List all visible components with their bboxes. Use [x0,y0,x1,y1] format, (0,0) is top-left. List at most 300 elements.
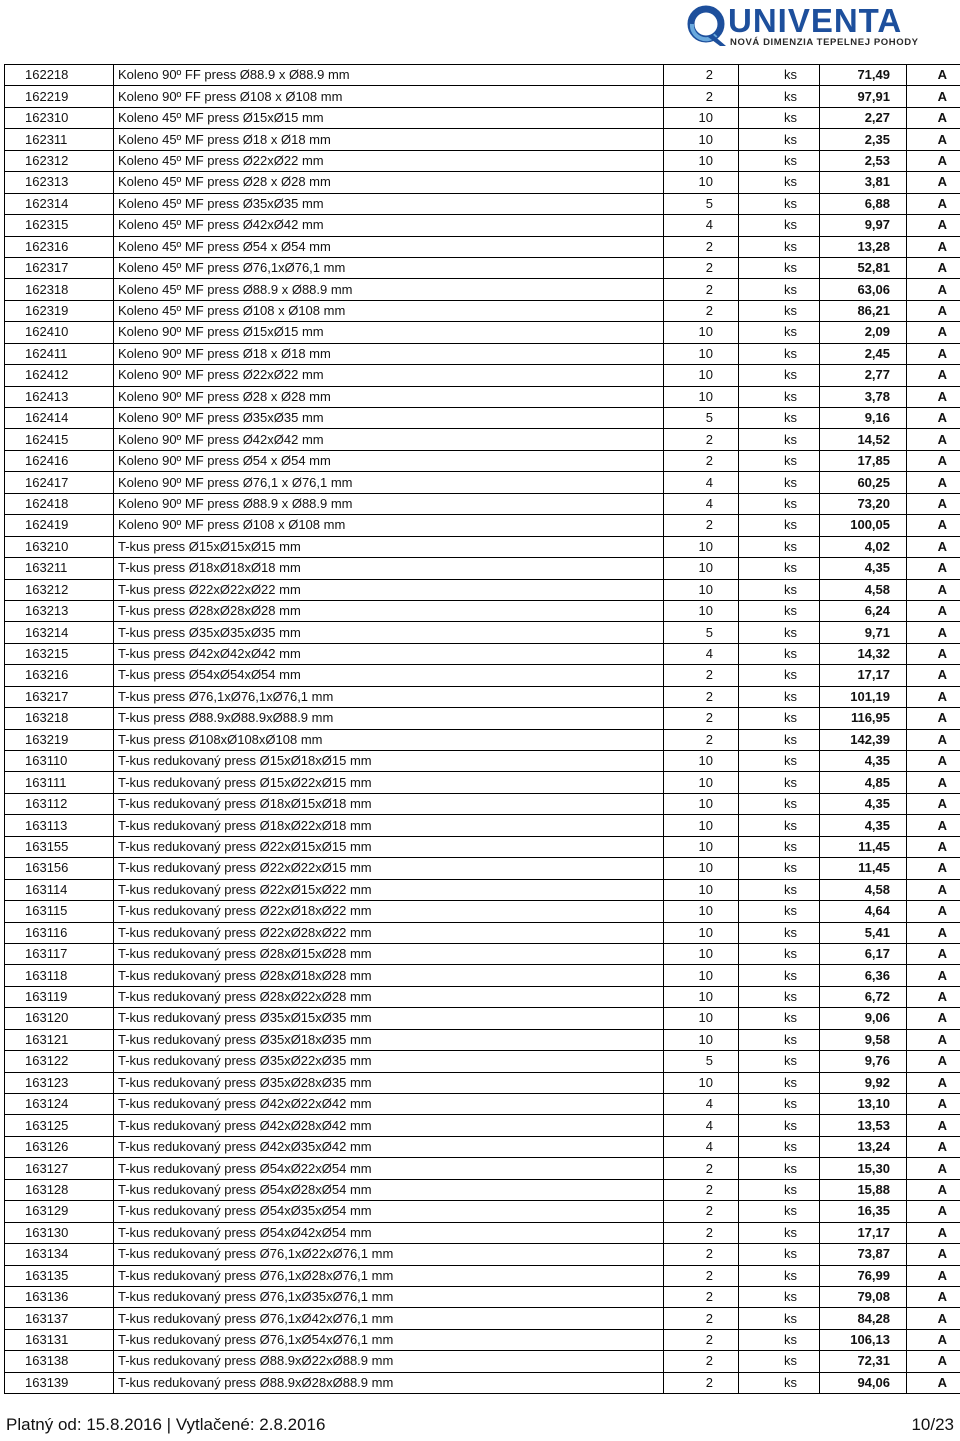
table-row [5,901,960,922]
item-unit: ks [739,536,820,557]
item-unit: ks [739,215,820,236]
item-quantity: 2 [664,1158,739,1179]
item-quantity: 2 [664,86,739,107]
item-code: 163121 [5,1029,114,1050]
item-code: 162316 [5,236,114,257]
item-class: A [907,429,960,450]
item-description: T-kus press Ø35xØ35xØ35 mm [114,622,664,643]
item-class: A [907,1029,960,1050]
item-class: A [907,1051,960,1072]
item-class: A [907,365,960,386]
item-description: T-kus redukovaný press Ø76,1xØ22xØ76,1 mm [114,1244,664,1265]
item-quantity: 2 [664,279,739,300]
item-description: T-kus press Ø54xØ54xØ54 mm [114,665,664,686]
item-class: A [907,1136,960,1157]
item-price: 4,64 [820,901,907,922]
item-description: T-kus redukovaný press Ø76,1xØ28xØ76,1 mm [114,1265,664,1286]
item-quantity: 10 [664,965,739,986]
item-price: 15,30 [820,1158,907,1179]
item-description: T-kus redukovaný press Ø22xØ15xØ22 mm [114,879,664,900]
item-description: Koleno 45º MF press Ø88.9 x Ø88.9 mm [114,279,664,300]
item-code: 163138 [5,1351,114,1372]
item-description: T-kus redukovaný press Ø18xØ15xØ18 mm [114,793,664,814]
item-description: T-kus redukovaný press Ø42xØ35xØ42 mm [114,1136,664,1157]
item-unit: ks [739,729,820,750]
item-code: 163134 [5,1244,114,1265]
item-code: 163217 [5,686,114,707]
item-code: 162315 [5,215,114,236]
item-quantity: 10 [664,386,739,407]
item-unit: ks [739,1158,820,1179]
item-code: 163214 [5,622,114,643]
item-description: T-kus redukovaný press Ø35xØ22xØ35 mm [114,1051,664,1072]
item-price: 84,28 [820,1308,907,1329]
item-unit: ks [739,257,820,278]
item-description: T-kus redukovaný press Ø35xØ28xØ35 mm [114,1072,664,1093]
item-description: Koleno 45º MF press Ø108 x Ø108 mm [114,300,664,321]
item-price: 13,10 [820,1094,907,1115]
item-price: 52,81 [820,257,907,278]
item-unit: ks [739,450,820,471]
item-description: T-kus redukovaný press Ø42xØ22xØ42 mm [114,1094,664,1115]
item-class: A [907,858,960,879]
item-quantity: 2 [664,686,739,707]
item-quantity: 10 [664,107,739,128]
item-class: A [907,772,960,793]
item-class: A [907,1072,960,1093]
item-price: 9,16 [820,408,907,429]
table-row [5,536,960,557]
item-price: 3,81 [820,172,907,193]
item-quantity: 5 [664,193,739,214]
item-code: 163117 [5,943,114,964]
table-row [5,1179,960,1200]
item-description: Koleno 45º MF press Ø76,1xØ76,1 mm [114,257,664,278]
item-code: 163215 [5,643,114,664]
item-description: Koleno 90º MF press Ø35xØ35 mm [114,408,664,429]
item-unit: ks [739,493,820,514]
item-class: A [907,1286,960,1307]
item-quantity: 2 [664,1286,739,1307]
item-price: 6,88 [820,193,907,214]
item-price: 73,20 [820,493,907,514]
item-unit: ks [739,1179,820,1200]
item-unit: ks [739,322,820,343]
item-class: A [907,836,960,857]
table-row [5,1286,960,1307]
item-quantity: 10 [664,815,739,836]
table-row [5,622,960,643]
item-code: 163136 [5,1286,114,1307]
item-quantity: 2 [664,1372,739,1393]
table-row [5,493,960,514]
item-class: A [907,65,960,86]
table-row [5,172,960,193]
table-row [5,86,960,107]
table-row [5,1008,960,1029]
item-price: 4,58 [820,879,907,900]
item-quantity: 2 [664,1201,739,1222]
item-class: A [907,1115,960,1136]
item-price: 72,31 [820,1351,907,1372]
item-code: 162417 [5,472,114,493]
table-row [5,257,960,278]
item-description: Koleno 90º MF press Ø15xØ15 mm [114,322,664,343]
item-price: 14,52 [820,429,907,450]
item-code: 162317 [5,257,114,278]
item-class: A [907,386,960,407]
item-description: T-kus redukovaný press Ø76,1xØ35xØ76,1 mm [114,1286,664,1307]
item-code: 162414 [5,408,114,429]
item-price: 5,41 [820,922,907,943]
item-unit: ks [739,751,820,772]
item-description: T-kus press Ø108xØ108xØ108 mm [114,729,664,750]
item-class: A [907,1329,960,1350]
table-row [5,107,960,128]
item-class: A [907,643,960,664]
univenta-swirl-icon [686,4,730,48]
item-class: A [907,579,960,600]
item-price: 4,02 [820,536,907,557]
item-price: 6,72 [820,986,907,1007]
item-price: 2,53 [820,150,907,171]
item-price: 4,35 [820,793,907,814]
item-price: 79,08 [820,1286,907,1307]
item-quantity: 10 [664,129,739,150]
item-code: 162411 [5,343,114,364]
item-quantity: 10 [664,322,739,343]
item-code: 163129 [5,1201,114,1222]
item-description: T-kus redukovaný press Ø88.9xØ22xØ88.9 mm [114,1351,664,1372]
item-price: 9,97 [820,215,907,236]
item-code: 162310 [5,107,114,128]
item-class: A [907,922,960,943]
item-class: A [907,408,960,429]
item-class: A [907,793,960,814]
item-quantity: 10 [664,150,739,171]
item-description: T-kus redukovaný press Ø76,1xØ54xØ76,1 mm [114,1329,664,1350]
item-price: 4,35 [820,751,907,772]
item-code: 162311 [5,129,114,150]
item-description: Koleno 90º MF press Ø42xØ42 mm [114,429,664,450]
table-row [5,836,960,857]
item-code: 163116 [5,922,114,943]
item-class: A [907,322,960,343]
table-row [5,236,960,257]
table-row [5,429,960,450]
item-class: A [907,665,960,686]
item-quantity: 10 [664,1072,739,1093]
item-price: 9,71 [820,622,907,643]
item-class: A [907,1094,960,1115]
item-class: A [907,815,960,836]
item-unit: ks [739,579,820,600]
item-price: 63,06 [820,279,907,300]
item-price: 13,24 [820,1136,907,1157]
item-description: T-kus redukovaný press Ø28xØ15xØ28 mm [114,943,664,964]
footer-page-number: 10/23 [911,1415,954,1434]
item-unit: ks [739,836,820,857]
item-code: 163113 [5,815,114,836]
item-code: 163210 [5,536,114,557]
item-class: A [907,943,960,964]
item-quantity: 4 [664,215,739,236]
footer-validity: Platný od: 15.8.2016 | Vytlačené: 2.8.2016 [6,1415,326,1434]
item-price: 2,77 [820,365,907,386]
item-unit: ks [739,1351,820,1372]
item-price: 2,09 [820,322,907,343]
item-unit: ks [739,901,820,922]
item-price: 86,21 [820,300,907,321]
item-quantity: 2 [664,1244,739,1265]
item-price: 142,39 [820,729,907,750]
item-code: 162319 [5,300,114,321]
table-row [5,150,960,171]
item-description: Koleno 90º MF press Ø54 x Ø54 mm [114,450,664,471]
item-description: Koleno 90º MF press Ø28 x Ø28 mm [114,386,664,407]
item-quantity: 10 [664,751,739,772]
item-quantity: 2 [664,515,739,536]
item-code: 163122 [5,1051,114,1072]
item-quantity: 2 [664,665,739,686]
item-quantity: 2 [664,1179,739,1200]
table-row [5,1051,960,1072]
item-unit: ks [739,1094,820,1115]
item-unit: ks [739,1329,820,1350]
item-code: 163111 [5,772,114,793]
item-price: 6,36 [820,965,907,986]
item-class: A [907,450,960,471]
item-class: A [907,193,960,214]
item-description: T-kus redukovaný press Ø54xØ42xØ54 mm [114,1222,664,1243]
item-quantity: 4 [664,472,739,493]
item-description: T-kus redukovaný press Ø22xØ22xØ15 mm [114,858,664,879]
item-unit: ks [739,386,820,407]
item-quantity: 10 [664,858,739,879]
item-class: A [907,1372,960,1393]
item-quantity: 5 [664,1051,739,1072]
table-row [5,729,960,750]
item-unit: ks [739,665,820,686]
item-unit: ks [739,686,820,707]
table-row [5,815,960,836]
item-code: 162219 [5,86,114,107]
item-code: 163125 [5,1115,114,1136]
table-row [5,1094,960,1115]
table-row [5,193,960,214]
item-quantity: 2 [664,236,739,257]
item-description: Koleno 45º MF press Ø28 x Ø28 mm [114,172,664,193]
item-unit: ks [739,772,820,793]
item-code: 163118 [5,965,114,986]
item-quantity: 10 [664,1029,739,1050]
table-row [5,343,960,364]
item-price: 9,58 [820,1029,907,1050]
item-code: 163120 [5,1008,114,1029]
item-class: A [907,129,960,150]
item-unit: ks [739,1244,820,1265]
table-row [5,943,960,964]
item-description: T-kus redukovaný press Ø42xØ28xØ42 mm [114,1115,664,1136]
item-unit: ks [739,1115,820,1136]
item-description: T-kus redukovaný press Ø28xØ18xØ28 mm [114,965,664,986]
item-price: 6,24 [820,600,907,621]
item-description: T-kus redukovaný press Ø22xØ18xØ22 mm [114,901,664,922]
table-row [5,515,960,536]
item-unit: ks [739,65,820,86]
table-row [5,1115,960,1136]
item-price: 11,45 [820,836,907,857]
item-class: A [907,257,960,278]
price-table-body [5,65,960,1394]
item-description: T-kus press Ø88.9xØ88.9xØ88.9 mm [114,708,664,729]
item-code: 163114 [5,879,114,900]
item-quantity: 10 [664,600,739,621]
table-row [5,686,960,707]
item-price: 9,76 [820,1051,907,1072]
item-price: 17,17 [820,665,907,686]
item-description: Koleno 45º MF press Ø22xØ22 mm [114,150,664,171]
item-unit: ks [739,300,820,321]
item-price: 3,78 [820,386,907,407]
item-class: A [907,215,960,236]
table-row [5,1244,960,1265]
item-price: 13,28 [820,236,907,257]
item-code: 163213 [5,600,114,621]
item-quantity: 4 [664,1115,739,1136]
item-quantity: 2 [664,1351,739,1372]
item-code: 163124 [5,1094,114,1115]
item-price: 4,58 [820,579,907,600]
item-class: A [907,751,960,772]
item-unit: ks [739,1265,820,1286]
item-price: 2,35 [820,129,907,150]
item-quantity: 10 [664,901,739,922]
item-unit: ks [739,193,820,214]
item-code: 163139 [5,1372,114,1393]
item-price: 73,87 [820,1244,907,1265]
item-unit: ks [739,172,820,193]
item-unit: ks [739,150,820,171]
item-class: A [907,901,960,922]
item-unit: ks [739,965,820,986]
item-quantity: 10 [664,343,739,364]
item-code: 162419 [5,515,114,536]
item-class: A [907,279,960,300]
table-row [5,793,960,814]
item-quantity: 2 [664,729,739,750]
item-quantity: 10 [664,772,739,793]
item-unit: ks [739,279,820,300]
item-unit: ks [739,922,820,943]
table-row [5,472,960,493]
item-price: 100,05 [820,515,907,536]
item-quantity: 2 [664,1329,739,1350]
item-price: 60,25 [820,472,907,493]
price-table [4,64,960,1394]
item-price: 4,35 [820,815,907,836]
item-unit: ks [739,1008,820,1029]
item-class: A [907,1244,960,1265]
table-row [5,922,960,943]
item-price: 71,49 [820,65,907,86]
item-price: 2,45 [820,343,907,364]
item-quantity: 10 [664,986,739,1007]
table-row [5,322,960,343]
item-class: A [907,172,960,193]
item-code: 163155 [5,836,114,857]
item-class: A [907,300,960,321]
item-unit: ks [739,429,820,450]
item-class: A [907,515,960,536]
item-price: 97,91 [820,86,907,107]
item-class: A [907,1158,960,1179]
item-description: T-kus redukovaný press Ø54xØ22xØ54 mm [114,1158,664,1179]
item-price: 106,13 [820,1329,907,1350]
item-class: A [907,1179,960,1200]
table-row [5,365,960,386]
item-unit: ks [739,1072,820,1093]
item-description: T-kus press Ø42xØ42xØ42 mm [114,643,664,664]
item-unit: ks [739,107,820,128]
item-price: 6,17 [820,943,907,964]
item-quantity: 10 [664,1008,739,1029]
table-row [5,1201,960,1222]
item-unit: ks [739,815,820,836]
table-row [5,1222,960,1243]
item-code: 162413 [5,386,114,407]
item-code: 163212 [5,579,114,600]
item-unit: ks [739,879,820,900]
item-unit: ks [739,408,820,429]
item-quantity: 2 [664,1265,739,1286]
item-quantity: 2 [664,429,739,450]
item-description: Koleno 45º MF press Ø54 x Ø54 mm [114,236,664,257]
item-unit: ks [739,1051,820,1072]
item-description: Koleno 45º MF press Ø35xØ35 mm [114,193,664,214]
item-description: T-kus redukovaný press Ø35xØ15xØ35 mm [114,1008,664,1029]
item-class: A [907,536,960,557]
item-code: 163110 [5,751,114,772]
item-description: T-kus redukovaný press Ø88.9xØ28xØ88.9 mm [114,1372,664,1393]
item-class: A [907,729,960,750]
item-price: 17,85 [820,450,907,471]
item-code: 162313 [5,172,114,193]
item-code: 162314 [5,193,114,214]
table-row [5,386,960,407]
item-unit: ks [739,86,820,107]
item-class: A [907,1308,960,1329]
table-row [5,1029,960,1050]
item-description: T-kus redukovaný press Ø28xØ22xØ28 mm [114,986,664,1007]
item-quantity: 4 [664,1136,739,1157]
table-row [5,450,960,471]
item-class: A [907,86,960,107]
item-class: A [907,1351,960,1372]
brand-tagline: NOVÁ DIMENZIA TEPELNEJ POHODY [730,37,919,48]
table-row [5,708,960,729]
table-row [5,1308,960,1329]
item-price: 16,35 [820,1201,907,1222]
table-row [5,772,960,793]
item-code: 163123 [5,1072,114,1093]
item-code: 162410 [5,322,114,343]
table-row [5,986,960,1007]
item-code: 163216 [5,665,114,686]
item-class: A [907,708,960,729]
item-unit: ks [739,1372,820,1393]
item-class: A [907,600,960,621]
